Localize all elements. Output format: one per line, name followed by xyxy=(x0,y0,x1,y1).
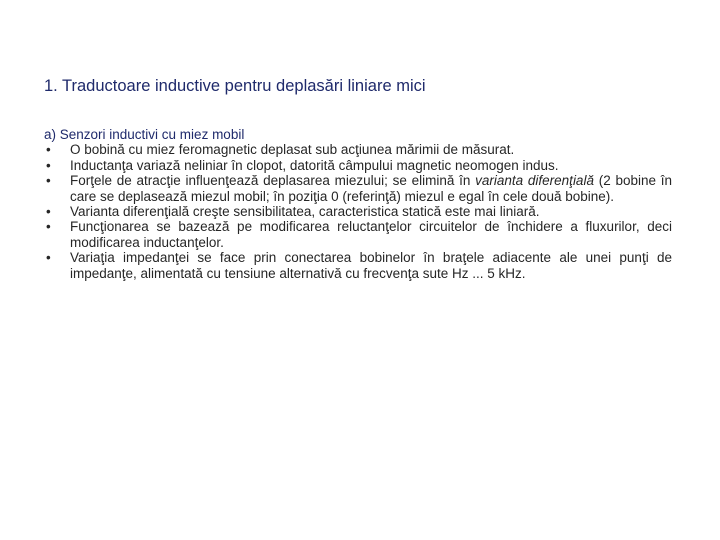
bullet-item xyxy=(44,219,672,250)
bullet-item xyxy=(44,250,672,281)
bullet-text: Inductanţa variază neliniar în clopot, datorită câmpului magnetic neomogen indus. xyxy=(70,157,559,173)
bullet-item xyxy=(44,158,672,173)
bullet-text: Funcţionarea se bazează pe modificarea reluctanţelor circuitelor de închidere a fluxurilor, deci modificarea inductanţelor. xyxy=(70,219,672,250)
bullet-text: Variaţia impedanţei se face prin conectarea bobinelor în braţele adiacente ale unei punţi de impedanţe, alimentată cu tensiune alternativă cu frecvenţa sute Hz ... 5 kHz. xyxy=(70,250,672,281)
section-heading: a) Senzori inductivi cu miez mobil xyxy=(44,127,245,142)
bullet-list xyxy=(44,142,672,281)
bullet-item xyxy=(44,173,672,204)
bullet-item xyxy=(44,142,672,157)
bullet-item xyxy=(44,204,672,219)
slide-title: 1. Traductoare inductive pentru deplasări liniare mici xyxy=(44,77,426,95)
slide-content xyxy=(44,127,672,281)
bullet-text-italic: varianta diferenţială xyxy=(475,173,594,189)
bullet-text: Varianta diferenţială creşte sensibilitatea, caracteristica statică este mai liniară. xyxy=(70,204,540,220)
bullet-text: (2 bobine în care se deplasează miezul mobil; în poziţia 0 (referinţă) miezul e egal în cele două bobine). xyxy=(70,173,672,204)
bullet-text: Forţele de atracţie influenţează deplasarea miezului; se elimină în xyxy=(70,173,476,189)
bullet-text: O bobină cu miez feromagnetic deplasat sub acţiunea mărimii de măsurat. xyxy=(70,142,515,158)
